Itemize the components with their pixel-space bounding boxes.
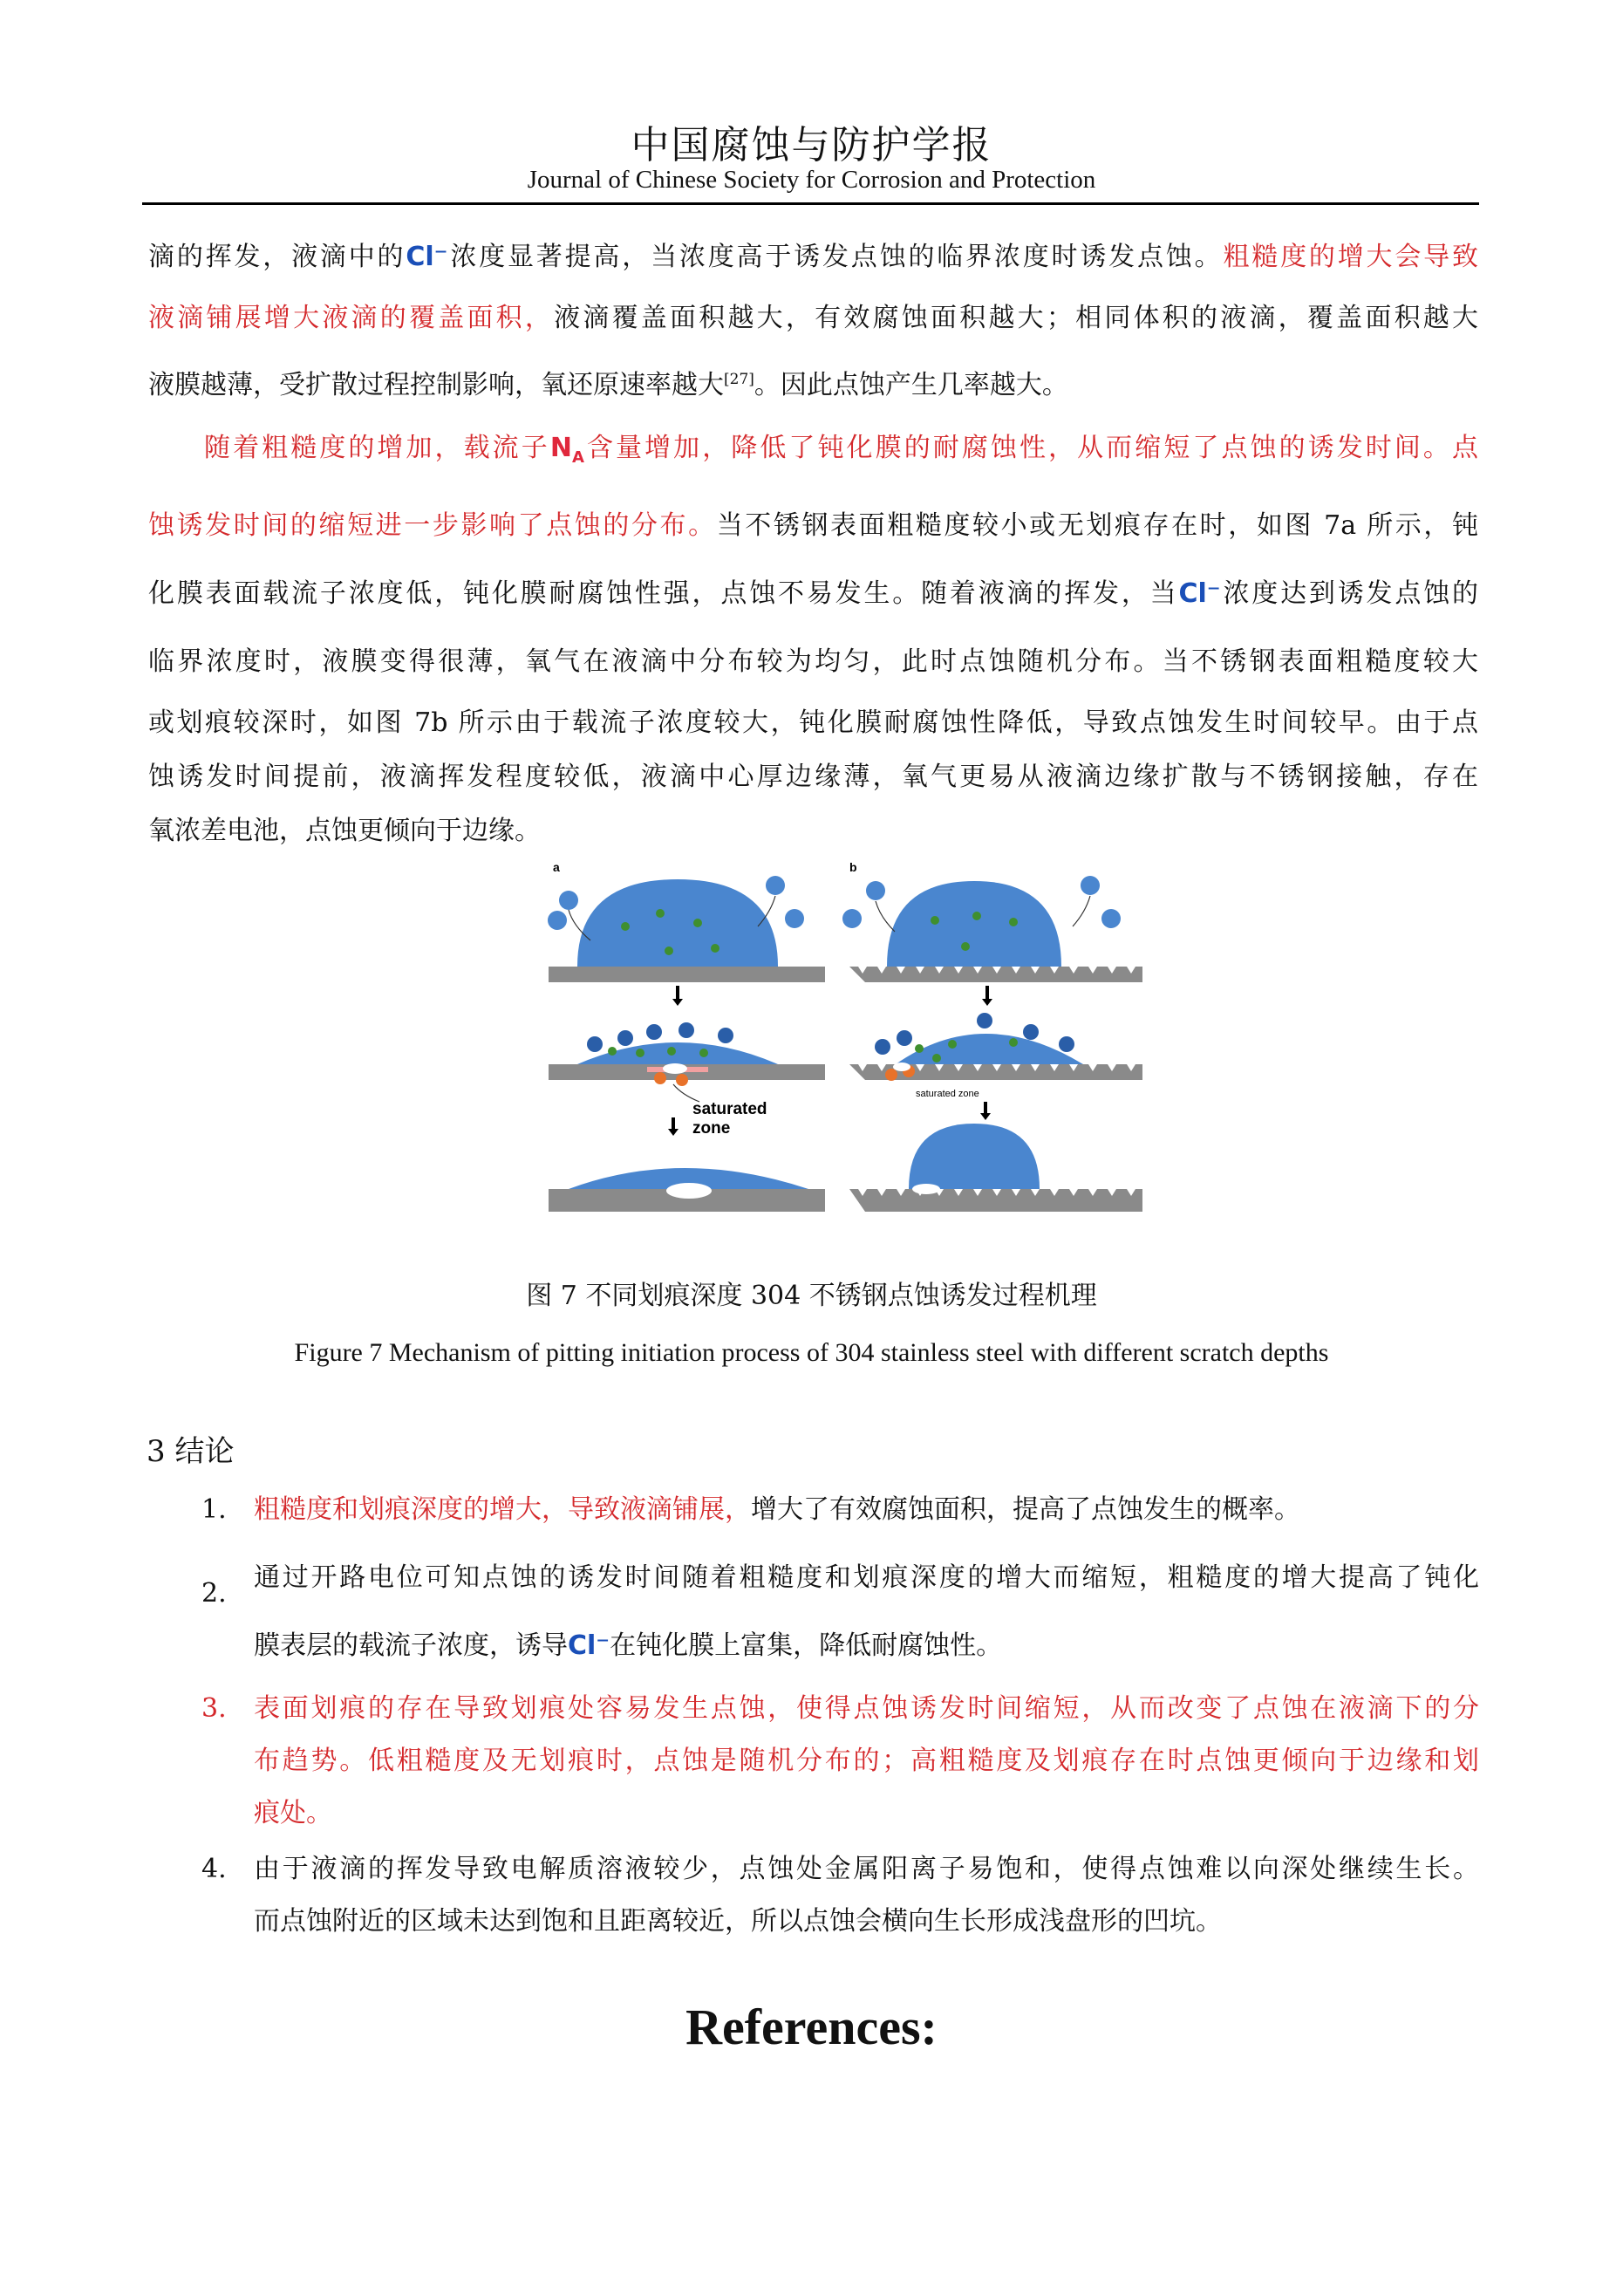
arrow-down-icon — [982, 999, 992, 1006]
arrow-down-icon — [668, 1129, 679, 1136]
steel-substrate — [549, 967, 825, 982]
list-number: 4. — [201, 1854, 227, 1884]
droplet — [577, 879, 778, 967]
chloride-ion — [665, 946, 673, 955]
water-molecule — [842, 909, 862, 928]
water-molecule — [548, 911, 567, 930]
text-line: 蚀诱发时间提前，液滴挥发程度较低，液滴中心厚边缘薄，氧气更易从液滴边缘扩散与不锈钢接触，存在 — [148, 762, 1478, 792]
water-molecule — [766, 876, 785, 895]
water-molecule — [1023, 1024, 1039, 1040]
journal-title-en: Journal of Chinese Society for Corrosion and Protection — [527, 166, 1096, 194]
panel-b-stage-3 — [849, 1124, 1142, 1212]
highlighted-text: 粗糙度的增大会导致 — [1223, 242, 1479, 272]
text-line — [148, 560, 1478, 628]
water-molecule — [785, 909, 804, 928]
figure-caption-en: Figure 7 Mechanism of pitting initiation process of 304 stainless steel with different scratch depths — [294, 1338, 1329, 1367]
text-line — [148, 227, 1478, 288]
list-number: 2. — [201, 1578, 227, 1609]
highlighted-text: 随着粗糙度的增加，载流子 — [204, 433, 550, 463]
saturated-zone-label: zone — [692, 1119, 731, 1138]
chloride-ion — [961, 942, 970, 951]
droplet — [577, 1042, 778, 1064]
water-molecule — [977, 1013, 992, 1028]
text-line: 或划痕较深时，如图 7b 所示由于载流子浓度较大，钝化膜耐腐蚀性降低，导致点蚀发生时间较早。由于点 — [148, 707, 1478, 738]
text: 当不锈钢表面粗糙度较小或无划痕存在时，如图 7a 所示，钝 — [716, 510, 1478, 541]
paragraph-1 — [148, 227, 1478, 416]
chloride-ion — [693, 919, 702, 927]
chloride-ion-formula: Cl⁻ — [406, 242, 448, 272]
list-item-body — [254, 1683, 1479, 1840]
chloride-ion — [932, 1054, 941, 1063]
chloride-ion — [636, 1049, 644, 1057]
pit — [663, 1063, 687, 1074]
text-line — [148, 414, 1478, 492]
highlighted-text: 液滴铺展增大液滴的覆盖面积， — [148, 303, 555, 333]
text: 化膜表面载流子浓度低，钝化膜耐腐蚀性强，点蚀不易发生。随着液滴的挥发，当 — [148, 578, 1179, 609]
paragraph-2 — [148, 414, 1478, 858]
pit — [893, 1063, 910, 1071]
text: 液滴覆盖面积越大，有效腐蚀面积越大；相同体积的液滴，覆盖面积越大 — [554, 303, 1479, 333]
highlighted-text: 含量增加，降低了钝化膜的耐腐蚀性，从而缩短了点蚀的诱发时间。点 — [583, 433, 1479, 463]
water-molecule — [875, 1039, 890, 1055]
evaporation-arrow — [876, 901, 895, 932]
citation-ref: [27] — [724, 371, 754, 388]
water-molecule — [617, 1030, 633, 1046]
chloride-ion — [1009, 918, 1018, 926]
text-line — [254, 1492, 1479, 1528]
chloride-ion — [972, 912, 981, 920]
metal-cation — [676, 1074, 688, 1086]
list-number: 3. — [201, 1693, 227, 1724]
arrow-down-icon — [672, 999, 683, 1006]
chloride-ion-formula: Cl⁻ — [568, 1630, 610, 1661]
text-line: 痕处。 — [254, 1798, 332, 1828]
text: 。因此点蚀产生几率越大。 — [754, 370, 1068, 400]
text-line: 通过开路电位可知点蚀的诱发时间随着粗糙度和划痕深度的增大而缩短，粗糙度的增大提高了钝化 — [254, 1562, 1479, 1593]
chloride-ion — [699, 1049, 708, 1057]
chloride-ion — [1009, 1038, 1018, 1047]
panel-a-stage-2 — [549, 1022, 825, 1102]
panel-a-stage-1 — [548, 876, 825, 982]
text: 浓度显著提高，当浓度高于诱发点蚀的临界浓度时诱发点蚀。 — [447, 242, 1224, 272]
saturated-zone-label: saturated zone — [916, 1089, 979, 1099]
saturated-zone-label: saturated — [692, 1100, 767, 1118]
water-molecule — [1059, 1036, 1074, 1052]
water-molecule — [587, 1036, 603, 1052]
droplet — [909, 1124, 1040, 1189]
evaporation-arrow — [1073, 896, 1090, 926]
scratched-steel-substrate — [849, 1189, 1142, 1212]
text-line — [254, 1612, 1479, 1680]
chloride-ion — [656, 909, 665, 918]
text: 增大了有效腐蚀面积，提高了点蚀发生的概率。 — [751, 1494, 1300, 1525]
pointer-line — [673, 1084, 699, 1102]
metal-cation — [885, 1069, 897, 1081]
water-molecule — [646, 1024, 662, 1040]
panel-label-a: a — [553, 860, 560, 874]
list-item-body — [254, 1492, 1479, 1528]
formula-subscript: A — [571, 448, 584, 467]
formula-main: N — [549, 433, 572, 463]
list-item-body — [254, 1843, 1479, 1948]
text: 浓度达到诱发点蚀的 — [1220, 578, 1479, 609]
droplet — [887, 881, 1061, 967]
text-line — [148, 349, 1478, 416]
chloride-ion — [948, 1040, 957, 1049]
water-molecule — [866, 881, 885, 900]
text-line: 临界浓度时，液膜变得很薄，氧气在液滴中分布较为均匀，此时点蚀随机分布。当不锈钢表面粗糙度较大 — [148, 646, 1478, 677]
chloride-ion-formula: Cl⁻ — [1178, 578, 1221, 609]
water-molecule — [1081, 876, 1100, 895]
chloride-ion — [915, 1044, 924, 1053]
figure-7-mechanism-diagram — [542, 859, 1142, 1217]
text: 滴的挥发，液滴中的 — [148, 242, 406, 272]
droplet — [896, 1034, 1083, 1064]
panel-label-b: b — [849, 860, 857, 874]
journal-title-cn: 中国腐蚀与防护学报 — [631, 123, 992, 167]
panel-b-stage-1 — [842, 876, 1142, 982]
references-heading: References: — [685, 1999, 938, 2055]
chloride-ion — [621, 922, 630, 931]
text-line — [148, 288, 1478, 349]
chloride-ion — [667, 1047, 676, 1056]
water-molecule — [1101, 909, 1121, 928]
header-divider — [142, 202, 1479, 205]
text-line: 布趋势。低粗糙度及无划痕时，点蚀是随机分布的；高粗糙度及划痕存在时点蚀更倾向于边缘和划 — [254, 1746, 1479, 1776]
water-molecule — [559, 891, 578, 910]
text-line: 由于液滴的挥发导致电解质溶液较少，点蚀处金属阳离子易饱和，使得点蚀难以向深处继续生长。 — [254, 1854, 1479, 1884]
list-number: 1. — [201, 1494, 227, 1525]
text: 膜表层的载流子浓度，诱导 — [254, 1630, 568, 1661]
text: 在钝化膜上富集，降低耐腐蚀性。 — [610, 1630, 1003, 1661]
text-line: 表面划痕的存在导致划痕处容易发生点蚀，使得点蚀诱发时间缩短，从而改变了点蚀在液滴下的分 — [254, 1693, 1479, 1724]
water-molecule — [718, 1028, 733, 1043]
water-molecule — [897, 1030, 912, 1046]
highlighted-text: 蚀诱发时间的缩短进一步影响了点蚀的分布。 — [148, 510, 717, 541]
arrow-down-icon — [980, 1113, 991, 1120]
scratched-steel-substrate — [849, 967, 1142, 982]
section-heading: 3 结论 — [147, 1434, 235, 1469]
carrier-formula — [549, 433, 584, 467]
chloride-ion — [711, 944, 719, 953]
panel-b-stage-2 — [849, 1013, 1142, 1081]
panel-a-stage-3 — [549, 1168, 825, 1212]
highlighted-text: 粗糙度和划痕深度的增大，导致液滴铺展， — [254, 1494, 751, 1525]
metal-cation — [654, 1072, 666, 1084]
water-molecule — [679, 1022, 694, 1038]
chloride-ion — [931, 916, 939, 925]
pit — [912, 1184, 940, 1194]
text-line: 而点蚀附近的区域未达到饱和且距离较近，所以点蚀会横向生长形成浅盘形的凹坑。 — [254, 1906, 1222, 1937]
pit — [666, 1183, 712, 1199]
text-line — [148, 492, 1478, 560]
text-line: 氧浓差电池，点蚀更倾向于边缘。 — [148, 816, 541, 846]
figure-caption-cn: 图 7 不同划痕深度 304 不锈钢点蚀诱发过程机理 — [526, 1281, 1097, 1311]
list-item-body — [254, 1544, 1479, 1680]
chloride-ion — [608, 1047, 617, 1056]
text: 液膜越薄，受扩散过程控制影响，氧还原速率越大 — [148, 370, 724, 400]
